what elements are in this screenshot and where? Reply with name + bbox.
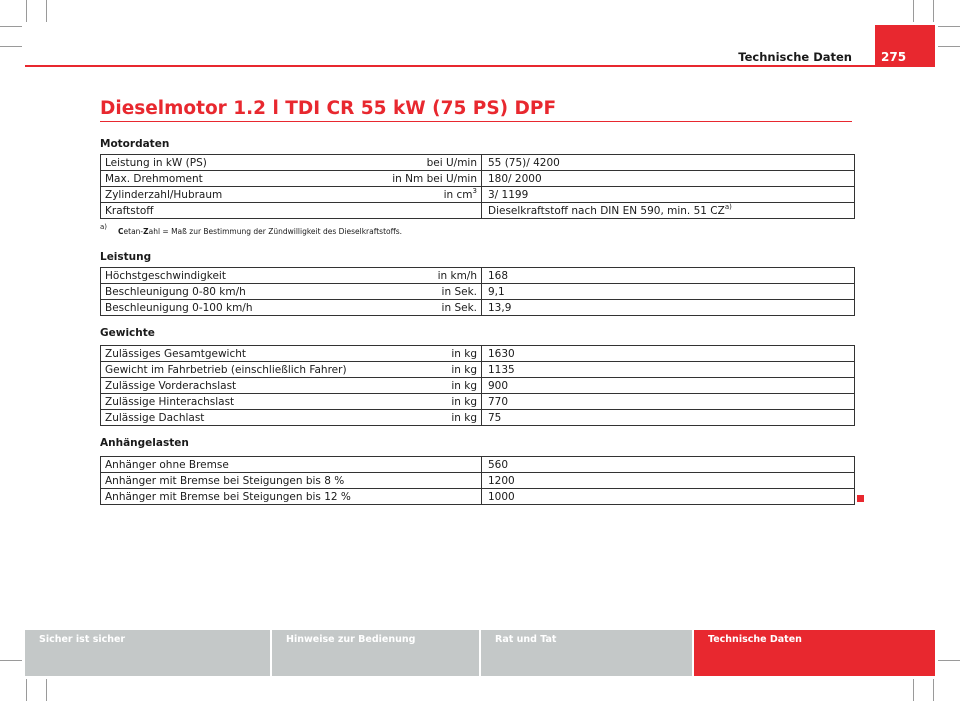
footer-tab-label: Hinweise zur Bedienung [286,634,416,645]
table-row [101,187,855,203]
table-row [101,473,855,489]
crop-mark [913,679,914,701]
row-value: 13,9 [482,300,855,316]
unit-superscript: 3 [472,186,477,195]
row-label: Zulässige Dachlast [105,411,205,424]
row-unit: in cm [443,188,473,201]
footnote [100,223,403,236]
row-value: 1200 [482,473,855,489]
title-rule [100,121,852,122]
crop-mark [0,46,22,47]
footer-tab-hinweise[interactable] [272,630,479,676]
row-value: 560 [482,457,855,473]
row-unit: in kg [451,395,477,408]
row-label: Gewicht im Fahrbetrieb (einschließlich Fahrer) [105,363,347,376]
row-label: Anhänger mit Bremse bei Steigungen bis 12 % [101,489,482,505]
crop-mark [46,679,47,701]
footer-tab-rat[interactable] [481,630,692,676]
table-row [101,394,855,410]
footnote-marker: a) [100,223,108,231]
table-row [101,203,855,219]
section-heading-motordaten: Motordaten [100,138,170,150]
table-row [101,300,855,316]
row-label: Kraftstoff [105,204,154,217]
footer-tab-technische-daten[interactable] [694,630,935,676]
row-value: 900 [482,378,855,394]
row-label: Beschleunigung 0-80 km/h [105,285,246,298]
table-row [101,410,855,426]
row-label: Max. Drehmoment [105,172,203,185]
table-row [101,171,855,187]
row-label: Beschleunigung 0-100 km/h [105,301,253,314]
crop-mark [913,0,914,22]
row-unit: in Sek. [441,285,477,298]
table-gewichte [100,345,855,426]
table-motordaten [100,154,855,219]
table-row [101,378,855,394]
footer-tab-label: Sicher ist sicher [39,634,126,645]
footnote-z: Z [143,227,149,236]
row-unit: in kg [451,411,477,424]
table-row [101,155,855,171]
row-value: 168 [482,268,855,284]
running-header: Technische Daten [738,50,852,64]
footnote-c: C [118,227,124,236]
crop-mark [938,660,960,661]
page-number-box [875,25,935,67]
table-row [101,362,855,378]
row-unit: in km/h [437,269,477,282]
footnote-ref: a) [724,202,732,211]
row-value: 770 [482,394,855,410]
footer-tab-label: Technische Daten [708,634,802,645]
table-row [101,268,855,284]
crop-mark [938,46,960,47]
header-rule [25,65,935,67]
table-row [101,346,855,362]
table-row [101,284,855,300]
row-unit: in kg [451,363,477,376]
footer-tab-sicher[interactable] [25,630,270,676]
row-unit: in kg [451,379,477,392]
row-label: Leistung in kW (PS) [105,156,207,169]
row-unit: in Nm bei U/min [392,172,477,185]
row-label: Zulässige Hinterachslast [105,395,235,408]
footnote-text: ahl = Maß zur Bestimmung der Zündwilligkeit des Dieselkraftstoffs. [148,227,403,236]
row-value: 1630 [482,346,855,362]
row-value: 55 (75)/ 4200 [482,155,855,171]
table-row [101,457,855,473]
row-value: 1135 [482,362,855,378]
row-label: Anhänger ohne Bremse [101,457,482,473]
page-title: Dieselmotor 1.2 l TDI CR 55 kW (75 PS) DPF [100,98,557,119]
footnote-etan: etan- [123,227,144,236]
crop-mark [938,26,960,27]
crop-mark [0,660,22,661]
crop-mark [933,0,934,22]
row-label: Anhänger mit Bremse bei Steigungen bis 8 % [101,473,482,489]
row-value-wrap [482,203,855,219]
crop-mark [0,26,22,27]
row-label: Zulässige Vorderachslast [105,379,237,392]
section-end-marker [857,495,864,502]
page-number: 275 [881,50,907,64]
row-label: Höchstgeschwindigkeit [105,269,226,282]
table-row [101,489,855,505]
row-value: 1000 [482,489,855,505]
section-heading-leistung: Leistung [100,251,152,263]
row-value: 3/ 1199 [482,187,855,203]
section-heading-gewichte: Gewichte [100,327,155,339]
footer-tab-label: Rat und Tat [495,634,557,645]
row-unit: bei U/min [426,156,477,169]
row-unit-wrap [444,188,477,202]
row-value: 180/ 2000 [482,171,855,187]
table-anhaengelasten [100,456,855,505]
row-value: 75 [482,410,855,426]
crop-mark [26,679,27,701]
table-leistung [100,267,855,316]
crop-mark [46,0,47,22]
crop-mark [26,0,27,22]
row-label: Zylinderzahl/Hubraum [105,188,223,201]
section-heading-anhaengelasten: Anhängelasten [100,437,189,449]
row-unit: in Sek. [441,301,477,314]
row-value: Dieselkraftstoff nach DIN EN 590, min. 51 CZ [488,204,725,217]
row-label: Zulässiges Gesamtgewicht [105,347,247,360]
row-value: 9,1 [482,284,855,300]
row-unit: in kg [451,347,477,360]
crop-mark [933,679,934,701]
